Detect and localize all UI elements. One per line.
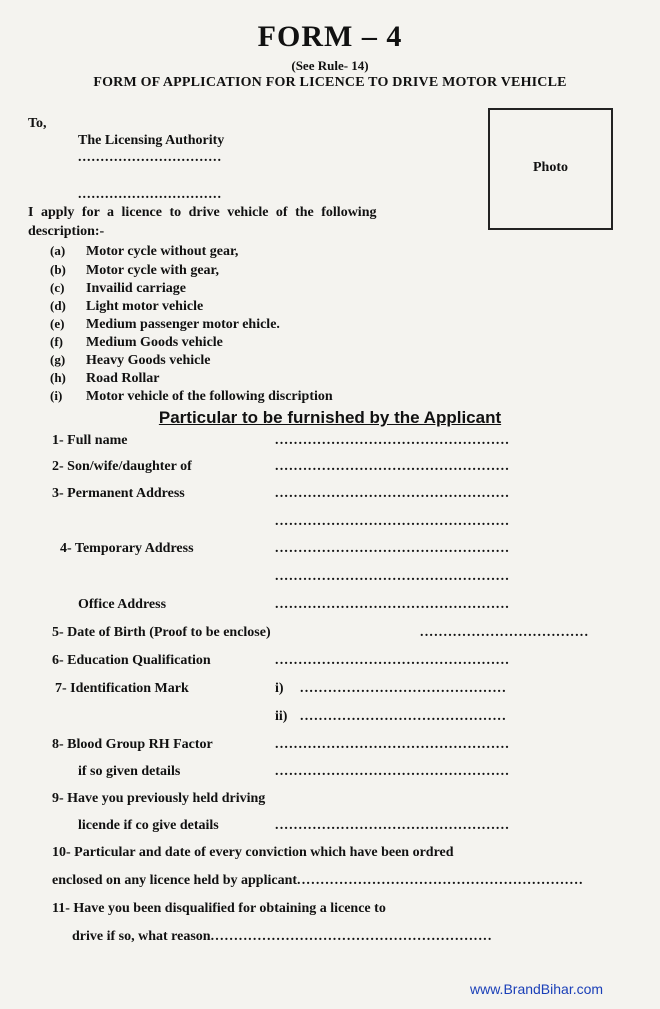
vehicle-option[interactable] [50,352,210,369]
option-key: (b) [50,262,66,277]
option-key: (i) [50,388,63,403]
option-label: Motor cycle without gear, [86,244,239,259]
vehicle-option[interactable] [50,388,333,405]
field-label-dob: 5- Date of Birth (Proof to be enclose) [52,625,271,640]
field-label-education: 6- Education Qualification [52,653,211,668]
vehicle-option[interactable] [50,243,238,260]
authority-blank-1[interactable]: ................................ [78,150,222,165]
conviction-blank[interactable]: ............................................................. [297,873,584,888]
field-label-permanent-address: 3- Permanent Address [52,486,185,501]
field-label-relation: 2- Son/wife/daughter of [52,459,192,474]
education-blank[interactable]: .................................................. [275,653,510,668]
field-label-temporary-address: 4- Temporary Address [60,541,194,556]
dob-blank[interactable]: .................................... [420,625,590,640]
to-label: To, [28,116,47,131]
field-label-conviction-cont [52,873,584,889]
option-key: (f) [50,334,63,349]
option-key: (c) [50,280,65,295]
option-label: Medium Goods vehicle [86,335,223,350]
option-key: (h) [50,370,66,385]
field-label-blood-group: 8- Blood Group RH Factor [52,737,213,752]
blood-group-blank[interactable]: .................................................. [275,737,510,752]
photo-label: Photo [533,160,568,175]
vehicle-option[interactable] [50,298,203,315]
ident-ii-blank[interactable]: ............................................ [300,709,507,724]
form-title: FORM – 4 [257,20,403,53]
ident-ii-label: ii) [275,709,288,724]
ident-i-label: i) [275,681,284,696]
option-key: (d) [50,298,66,313]
field-label-blood-details: if so given details [78,764,181,779]
vehicle-option[interactable] [50,370,160,387]
option-label: Heavy Goods vehicle [86,353,211,368]
field-label-disqualified-cont [72,929,493,945]
option-key: (e) [50,316,65,331]
section-heading-text: Particular to be furnished by the Applicant [158,408,502,427]
authority-blank-2[interactable]: ................................ [78,187,222,202]
field-label-disqualified: 11- Have you been disqualified for obtaining a licence to [52,901,386,916]
vehicle-option[interactable] [50,334,223,351]
option-label: Motor vehicle of the following discription [86,389,333,404]
form-heading: FORM OF APPLICATION FOR LICENCE TO DRIVE MOTOR VEHICLE [93,75,567,90]
apply-statement-line2: description:- [28,224,105,239]
full-name-blank[interactable]: .................................................. [275,433,510,448]
option-label: Medium passenger motor ehicle. [86,317,280,332]
option-label: Motor cycle with gear, [86,263,219,278]
option-label: Invailid carriage [86,281,186,296]
conviction-text: enclosed on any licence held by applicant [52,873,298,888]
disqualified-text: drive if so, what reason [72,929,211,944]
option-label: Road Rollar [86,371,160,386]
disqualified-blank[interactable]: ............................................................ [210,929,493,944]
option-key: (g) [50,352,66,367]
temporary-address-blank-1[interactable]: .................................................. [275,541,510,556]
temporary-address-blank-2[interactable]: .................................................. [275,569,510,584]
ident-i-blank[interactable]: ............................................ [300,681,507,696]
field-label-office-address: Office Address [78,597,167,612]
prev-license-blank[interactable]: .................................................. [275,818,510,833]
vehicle-option[interactable] [50,316,280,333]
field-label-conviction: 10- Particular and date of every conviction which have been ordred [52,845,454,860]
field-label-full-name: 1- Full name [52,433,128,448]
permanent-address-blank-2[interactable]: .................................................. [275,514,510,529]
blood-details-blank[interactable]: .................................................. [275,764,510,779]
vehicle-option[interactable] [50,280,186,297]
permanent-address-blank-1[interactable]: .................................................. [275,486,510,501]
option-key: (a) [50,243,66,258]
apply-statement-line1: I apply for a licence to drive vehicle of the following [28,205,377,220]
form-rule: (See Rule- 14) [291,58,369,73]
vehicle-option[interactable] [50,262,219,279]
relation-blank[interactable]: .................................................. [275,459,510,474]
option-label: Light motor vehicle [86,299,204,314]
authority-label: The Licensing Authority [78,133,225,148]
footer-url-link[interactable]: www.BrandBihar.com [470,981,604,997]
field-label-identification: 7- Identification Mark [55,681,189,696]
office-address-blank[interactable]: .................................................. [275,597,510,612]
field-label-prev-license-details: licende if co give details [78,818,219,833]
field-label-prev-license: 9- Have you previously held driving [52,791,266,806]
section-heading [0,408,660,428]
